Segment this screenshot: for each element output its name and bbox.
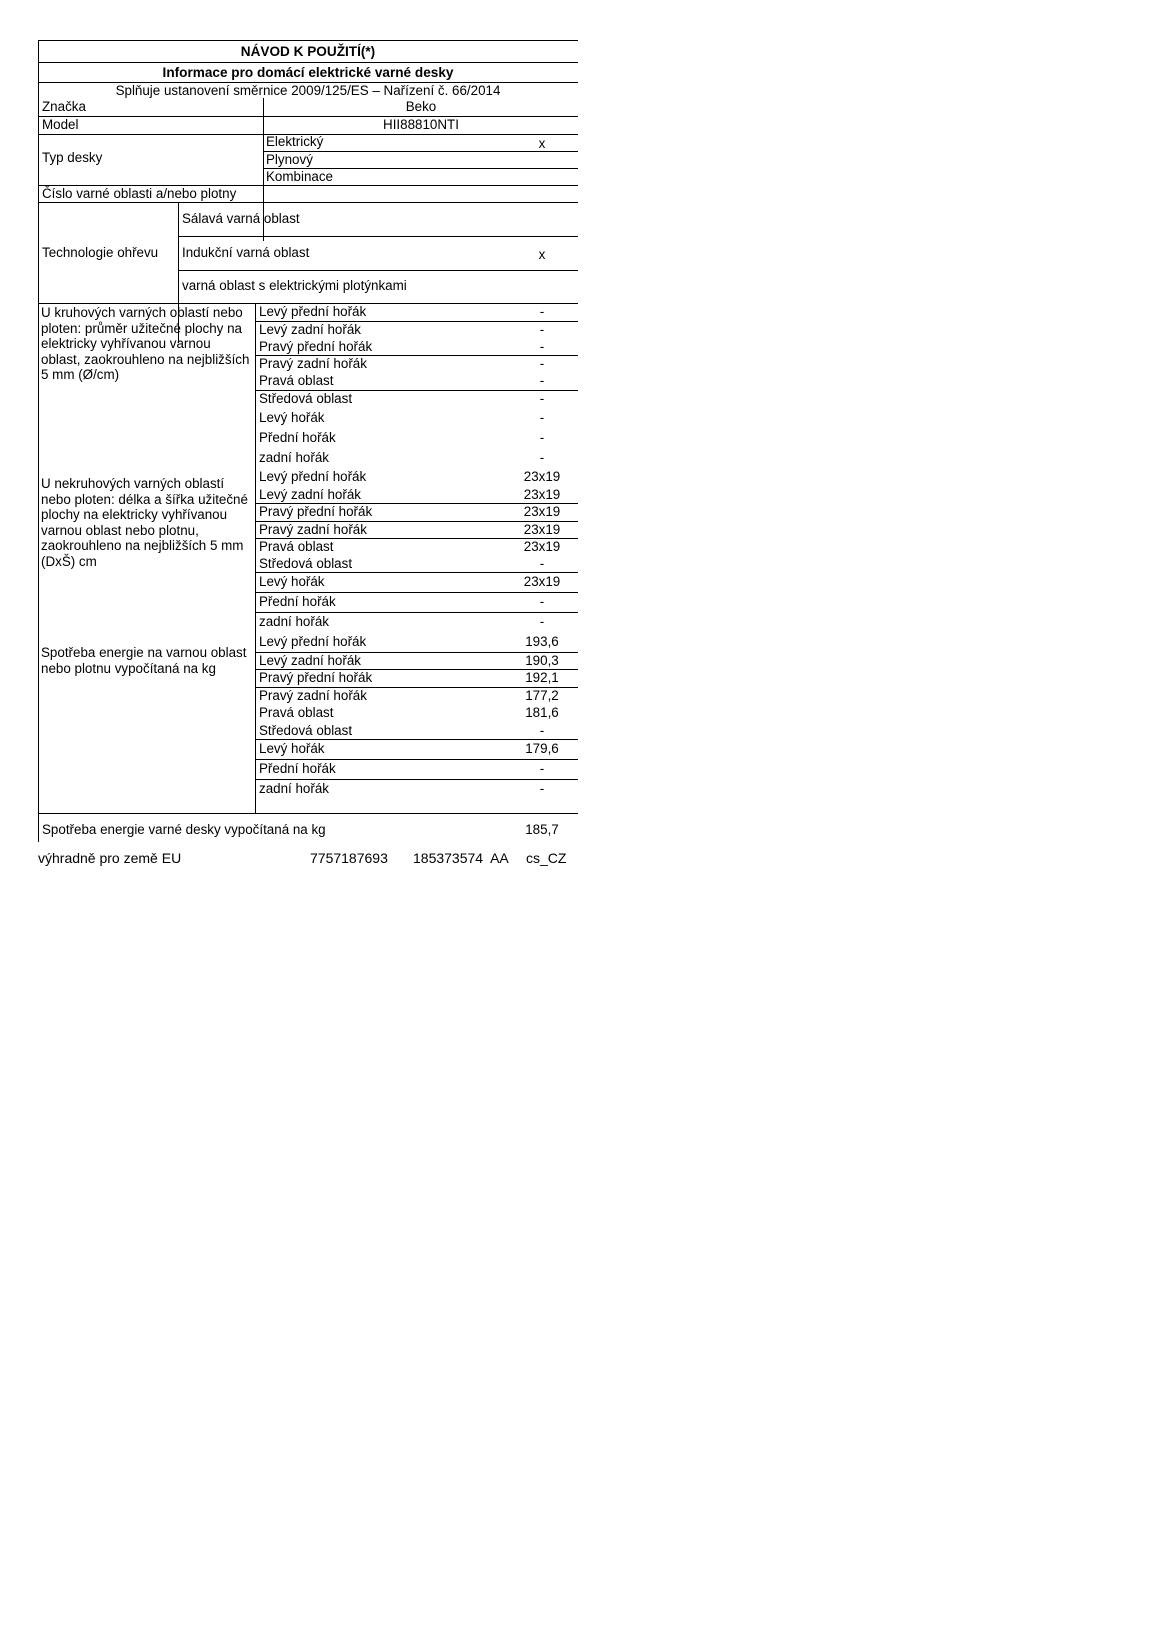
circular-zone-name: Levý hořák: [259, 410, 325, 425]
circular-zone-value: -: [539, 373, 545, 388]
noncircular-zone-name: Středová oblast: [259, 556, 353, 571]
row-divider: [255, 687, 578, 688]
row-divider: [255, 503, 578, 504]
energy-zone-value: 190,3: [525, 652, 559, 668]
left-border: [38, 40, 39, 842]
energy-zone-value: -: [539, 781, 545, 796]
noncircular-zone-value: 23x19: [523, 521, 561, 537]
noncircular-zone-value: 23x19: [523, 504, 561, 519]
compliance-text: Splňuje ustanovení směrnice 2009/125/ES – Nařízení č. 66/2014: [115, 83, 501, 98]
energy-zone-name: Levý hořák: [259, 741, 325, 756]
footer-locale: cs_CZ: [526, 850, 567, 866]
footer-note: výhradně pro země EU: [38, 850, 182, 866]
heating-tech-radiant: Sálavá varná oblast: [182, 211, 300, 226]
energy-zone-name: Pravý přední hořák: [259, 670, 373, 685]
row-divider: [255, 390, 578, 391]
row-divider: [255, 521, 578, 522]
hob-type-electric-mark: x: [538, 136, 546, 151]
energy-zone-value: 193,6: [525, 634, 559, 649]
row-divider: [255, 355, 578, 356]
circular-zone-name: zadní hořák: [259, 450, 329, 465]
model-value: HII88810NTI: [383, 117, 459, 132]
circular-zone-value: -: [539, 391, 545, 406]
energy-zone-value: 192,1: [525, 670, 559, 685]
noncircular-zones-label: U nekruhových varných oblastí nebo ploten: délka a šířka užitečné plochy na elektricky vyhřívanou varnou oblast nebo plotnu, zaokrouhleno na nejbližších 5 mm (DxŠ) cm: [41, 476, 248, 569]
circular-zone-name: Středová oblast: [259, 391, 353, 406]
circular-zone-name: Pravá oblast: [259, 373, 334, 388]
sheet-title: NÁVOD K POUŽITÍ(*): [240, 44, 376, 59]
noncircular-zone-name: Levý hořák: [259, 574, 325, 589]
model-label: Model: [42, 117, 79, 132]
row-divider: [255, 592, 578, 593]
circular-zone-value: -: [539, 410, 545, 425]
heating-tech-plates: varná oblast s elektrickými plotýnkami: [182, 278, 407, 293]
circular-zone-value: -: [539, 430, 545, 445]
energy-zone-value: 177,2: [525, 687, 559, 703]
noncircular-zone-name: Levý zadní hořák: [259, 486, 361, 502]
circular-zone-value: -: [539, 304, 545, 319]
noncircular-zone-value: 23x19: [523, 469, 561, 484]
energy-zone-label: Spotřeba energie na varnou oblast nebo plotnu vypočítaná na kg: [41, 645, 247, 676]
energy-total-label: Spotřeba energie varné desky vypočítaná na kg: [42, 822, 326, 837]
circular-zone-value: -: [539, 338, 545, 354]
noncircular-zone-name: Přední hořák: [259, 594, 336, 609]
energy-zone-value: 179,6: [525, 741, 559, 756]
heating-tech-induction: Indukční varná oblast: [182, 245, 310, 260]
noncircular-zone-name: Pravý zadní hořák: [259, 521, 367, 537]
noncircular-zone-value: -: [539, 614, 545, 629]
footer-code2: 185373574 AA: [413, 850, 509, 866]
hob-type-gas: Plynový: [266, 152, 313, 167]
top-border: [38, 40, 578, 41]
energy-zone-name: Levý přední hořák: [259, 634, 367, 649]
energy-zone-name: Pravá oblast: [259, 705, 334, 720]
zone-count-label: Číslo varné oblasti a/nebo plotny: [42, 186, 237, 201]
energy-zone-value: -: [539, 722, 545, 738]
brand-label: Značka: [42, 99, 86, 114]
brand-value: Beko: [405, 99, 437, 114]
energy-zone-name: zadní hořák: [259, 781, 329, 796]
circular-zone-value: -: [539, 450, 545, 465]
circular-zone-name: Přední hořák: [259, 430, 336, 445]
circular-zone-value: -: [539, 355, 545, 371]
energy-zone-value: 181,6: [525, 705, 559, 720]
energy-zone-name: Pravý zadní hořák: [259, 687, 367, 703]
energy-zone-value: -: [539, 761, 545, 776]
footer-code1: 7757187693: [310, 850, 388, 866]
noncircular-zone-name: zadní hořák: [259, 614, 329, 629]
heating-tech-induction-mark: x: [538, 247, 546, 262]
noncircular-zone-name: Pravý přední hořák: [259, 504, 373, 519]
row-divider: [255, 652, 578, 653]
circular-zone-name: Levý zadní hořák: [259, 321, 361, 337]
noncircular-zone-value: 23x19: [523, 486, 561, 502]
circular-zone-value: -: [539, 321, 545, 337]
circular-zone-name: Pravý přední hořák: [259, 338, 373, 354]
hob-type-label: Typ desky: [42, 150, 103, 165]
row-divider: [255, 321, 578, 322]
noncircular-zone-value: -: [539, 594, 545, 609]
heating-tech-label: Technologie ohřevu: [42, 245, 159, 260]
row-divider: [255, 538, 578, 539]
row-divider: [255, 612, 578, 613]
row-divider: [255, 669, 578, 670]
noncircular-zone-value: -: [539, 556, 545, 571]
energy-zone-name: Přední hořák: [259, 761, 336, 776]
row-divider: [255, 572, 578, 573]
row-divider: [255, 739, 578, 740]
noncircular-zone-value: 23x19: [523, 574, 561, 589]
hob-type-electric: Elektrický: [266, 134, 324, 149]
energy-zone-name: Středová oblast: [259, 722, 353, 738]
circular-zone-name: Levý přední hořák: [259, 304, 367, 319]
noncircular-zone-name: Pravá oblast: [259, 539, 334, 554]
circular-zone-name: Pravý zadní hořák: [259, 355, 367, 371]
row-divider: [255, 759, 578, 760]
hob-type-combination: Kombinace: [266, 169, 333, 184]
noncircular-zone-value: 23x19: [523, 539, 561, 554]
noncircular-zone-name: Levý přední hořák: [259, 469, 367, 484]
sheet-subtitle: Informace pro domácí elektrické varné desky: [162, 65, 454, 80]
energy-zone-name: Levý zadní hořák: [259, 652, 361, 668]
row-divider: [255, 779, 578, 780]
circular-zones-label: U kruhových varných oblastí nebo ploten: průměr užitečné plochy na elektricky vyhřívanou varnou oblast, zaokrouhleno na nejbližších 5 mm (Ø/cm): [41, 305, 250, 383]
energy-total-value: 185,7: [525, 822, 559, 837]
